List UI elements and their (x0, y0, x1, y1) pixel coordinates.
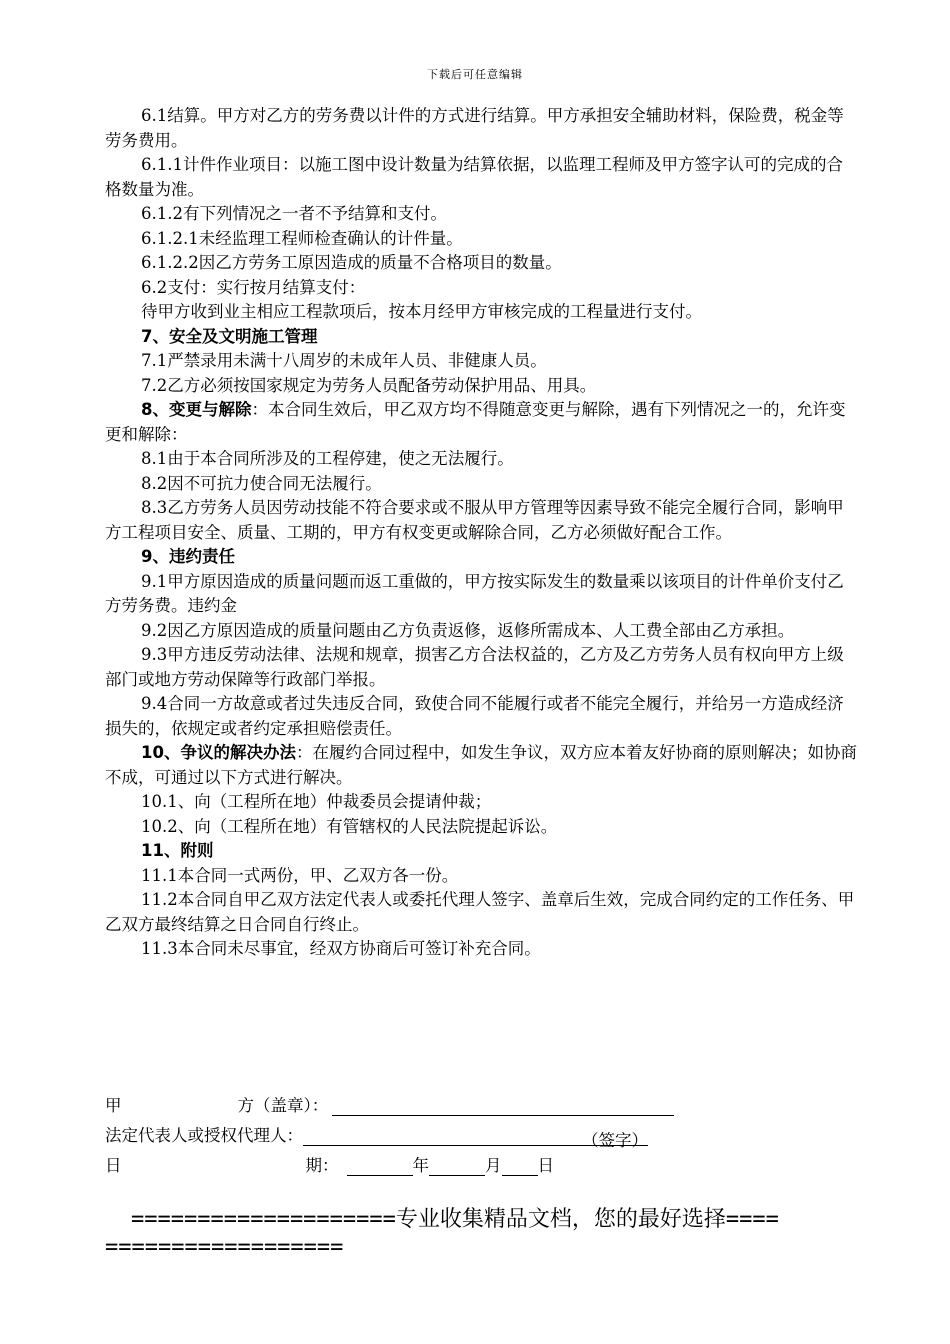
paragraph: 6.1.1计件作业项目：以施工图中设计数量为结算依据，以监理工程师及甲方签字认可的完成的合格数量为准。 (105, 155, 843, 199)
date-label: 日 (105, 1156, 122, 1175)
paragraph: 6.1.2有下列情况之一者不予结算和支付。 (141, 204, 447, 223)
section-9-title: 9、违约责任 (141, 547, 235, 566)
day-field[interactable] (502, 1157, 538, 1176)
party-a-label: 甲 (105, 1096, 122, 1115)
party-a-seal-label: 方（盖章）： (237, 1096, 329, 1115)
paragraph: 6.1.2.1未经监理工程师检查确认的计件量。 (141, 228, 463, 248)
section-11-title: 11、附则 (141, 841, 214, 860)
section-7-title: 7、安全及文明施工管理 (141, 326, 318, 346)
date-label-right: 期： (305, 1156, 339, 1175)
section-8-item: 8.1由于本合同所涉及的工程停建，使之无法履行。 (141, 449, 514, 468)
section-7-item: 7.2乙方必须按国家规定为劳务人员配备劳动保护用品、用具。 (141, 375, 597, 395)
representative-signature-line[interactable] (303, 1127, 648, 1150)
party-a-signature-line[interactable] (332, 1097, 674, 1116)
signature-representative (105, 1122, 648, 1150)
section-11-item: 11.2本合同自甲乙双方法定代表人或委托代理人签字、盖章后生效，完成合同约定的工作任务、甲乙双方最终结算之日合同自行终止。 (105, 890, 855, 934)
section-10-item: 10.1、向（工程所在地）仲裁委员会提请仲裁； (141, 792, 492, 811)
paragraph: 6.1结算。甲方对乙方的劳务费以计件的方式进行结算。甲方承担安全辅助材料，保险费，税金等劳务费用。 (105, 106, 844, 150)
section-9-item: 9.2因乙方原因造成的质量问题由乙方负责返修，返修所需成本、人工费全部由乙方承担。 (141, 620, 795, 640)
paragraph: 待甲方收到业主相应工程款项后，按本月经甲方审核完成的工程量进行支付。 (141, 302, 702, 321)
section-11-item: 11.1本合同一式两份，甲、乙双方各一份。 (141, 865, 459, 885)
section-10-intro (105, 741, 857, 790)
representative-label: 法定代表人或授权代理人： (105, 1126, 303, 1145)
month-field[interactable] (429, 1157, 485, 1176)
paragraph: 6.2支付：实行按月结算支付： (141, 277, 366, 297)
year-label: 年 (412, 1156, 429, 1175)
section-8-intro-text: ：本合同生效后，甲乙双方均不得随意变更与解除，遇有下列情况之一的，允许变更和解除： (105, 400, 846, 444)
month-label: 月 (485, 1156, 502, 1175)
section-11-item: 11.3本合同未尽事宜，经双方协商后可签订补充合同。 (141, 939, 541, 958)
section-10-intro-text: ：在履约合同过程中，如发生争议，双方应本着友好协商的原则解决；如协商不成，可通过以下方式进行解决。 (105, 743, 857, 787)
section-9-item: 9.4合同一方故意或者过失违反合同，致使合同不能履行或者不能完全履行，并给另一方造成经济损失的，依规定或者约定承担赔偿责任。 (105, 694, 844, 738)
section-8-item: 8.3乙方劳务人员因劳动技能不符合要求或不服从甲方管理等因素导致不能完全履行合同，影响甲方工程项目安全、质量、工期的，甲方有权变更或解除合同，乙方必须做好配合工作。 (105, 498, 844, 542)
year-field[interactable] (347, 1157, 413, 1176)
footer-line: ================== (105, 1235, 344, 1260)
footer-line: ====================专业收集精品文档，您的最好选择==== (131, 1207, 779, 1232)
section-7-item: 7.1严禁录用未满十八周岁的未成年人员、非健康人员。 (141, 351, 547, 370)
signature-party-a (105, 1092, 674, 1116)
section-10-item: 10.2、向（工程所在地）有管辖权的人民法院提起诉讼。 (141, 816, 558, 836)
section-8-title: 8、变更与解除 (141, 400, 252, 419)
document-body (105, 104, 857, 962)
paragraph: 6.1.2.2因乙方劳务工原因造成的质量不合格项目的数量。 (141, 253, 562, 272)
section-8-intro (105, 398, 857, 447)
signature-hint: （签字） (582, 1131, 648, 1150)
day-label: 日 (537, 1156, 554, 1175)
footer-banner (105, 1206, 865, 1262)
page-header: 下载后可任意编辑 (427, 68, 523, 81)
section-10-title: 10、争议的解决办法 (141, 743, 296, 762)
section-9-item: 9.1甲方原因造成的质量问题而返工重做的，甲方按实际发生的数量乘以该项目的计件单价支付乙方劳务费。违约金 (105, 571, 844, 615)
section-9-item: 9.3甲方违反劳动法律、法规和规章，损害乙方合法权益的，乙方及乙方劳务人员有权向甲方上级部门或地方劳动保障等行政部门举报。 (105, 645, 844, 689)
signature-date (105, 1152, 554, 1176)
section-8-item: 8.2因不可抗力使合同无法履行。 (141, 473, 382, 493)
